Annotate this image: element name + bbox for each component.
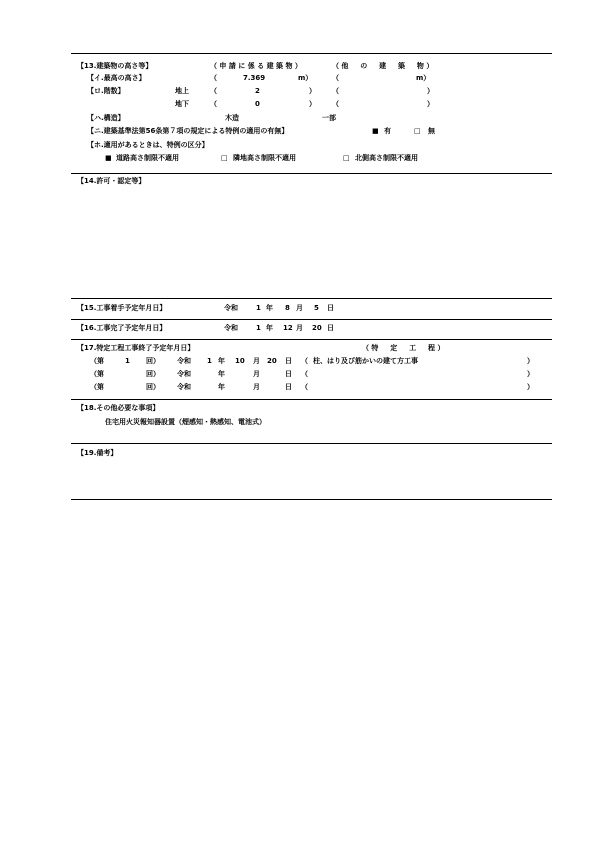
inspection-row-3-process-open: （: [301, 383, 308, 391]
inspection-row-2-process-open: （: [301, 370, 308, 378]
max-height-value: 7.369: [243, 74, 266, 82]
completion-day-unit: 日: [327, 324, 334, 332]
road-height-checkbox[interactable]: ■: [105, 154, 112, 162]
inspection-row-1-close: ）: [527, 357, 534, 365]
inspection-row-3-month-unit: 月: [253, 383, 260, 391]
above-ground-label: 地上: [175, 87, 189, 95]
max-height-label: 【イ.最高の高さ】: [87, 74, 146, 82]
inspection-row-3-era: 令和: [177, 383, 191, 391]
exception-no-label: 無: [428, 127, 435, 135]
inspection-row-2-day-unit: 日: [285, 370, 292, 378]
inspection-row-3-year-unit: 年: [218, 383, 225, 391]
completion-day: 20: [312, 324, 322, 332]
below-ground-open: （: [210, 100, 217, 108]
adjacent-height-label: 隣地高さ制限不適用: [233, 154, 296, 162]
inspection-row-1-year: 1: [207, 357, 212, 365]
inspection-row-1-month-unit: 月: [253, 357, 260, 365]
road-height-label: 道路高さ制限不適用: [116, 154, 179, 162]
inspection-row-1-process: 柱、はり及び筋かいの建て方工事: [313, 357, 418, 365]
exception-yes-label: 有: [384, 127, 391, 135]
bottom-rule: [71, 499, 552, 500]
start-day-unit: 日: [327, 304, 334, 312]
max-height-unit: m）: [298, 74, 313, 82]
inspection-row-2-open: （第: [90, 370, 104, 378]
inspection-row-1-open: （第: [90, 357, 104, 365]
section-14-heading: 【14.許可・認定等】: [77, 177, 146, 185]
completion-year-unit: 年: [266, 324, 273, 332]
other-above-ground-open: （: [332, 87, 339, 95]
completion-year: 1: [256, 324, 261, 332]
inspection-row-1-num: 1: [125, 357, 130, 365]
inspection-row-3-open: （第: [90, 383, 104, 391]
below-ground-close: ）: [309, 100, 316, 108]
section-16-heading: 【16.工事完了予定年月日】: [77, 324, 167, 332]
specified-process-header: （ 特 定 工 程 ）: [362, 344, 445, 352]
inspection-row-3-close: ）: [527, 383, 534, 391]
top-rule: [71, 53, 552, 54]
section-15-heading: 【15.工事着手予定年月日】: [77, 304, 167, 312]
inspection-row-1-process-open: （: [301, 357, 308, 365]
structure-value: 木造: [225, 114, 239, 122]
north-height-label: 北側高さ制限不適用: [355, 154, 418, 162]
inspection-row-1-era: 令和: [177, 357, 191, 365]
section-17-heading: 【17.特定工程工事終了予定年月日】: [77, 344, 195, 352]
inspection-row-3-day-unit: 日: [285, 383, 292, 391]
structure-label: 【ハ.構造】: [87, 114, 125, 122]
exception-yes-checkbox[interactable]: ■: [372, 127, 379, 135]
applied-building-header: （ 申 請 に 係 る 建 築 物 ）: [210, 62, 302, 70]
exception-category-label: 【ホ.適用があるときは、特例の区分】: [87, 141, 209, 149]
inspection-row-1-year-unit: 年: [218, 357, 225, 365]
other-building-header: （ 他 の 建 築 物 ）: [332, 62, 434, 70]
section-19-heading: 【19.備考】: [77, 449, 118, 457]
floors-label: 【ロ.階数】: [87, 87, 125, 95]
start-year-unit: 年: [266, 304, 273, 312]
inspection-row-2-kai: 回）: [146, 370, 160, 378]
inspection-row-3-kai: 回）: [146, 383, 160, 391]
inspection-row-2-month-unit: 月: [253, 370, 260, 378]
start-day: 5: [314, 304, 319, 312]
section-18-rule: [71, 399, 552, 400]
other-above-ground-close: ）: [427, 87, 434, 95]
below-ground-label: 地下: [175, 100, 189, 108]
other-matters-text: 住宅用火災報知器設置（煙感知・熱感知、電池式）: [105, 418, 266, 426]
inspection-row-2-era: 令和: [177, 370, 191, 378]
completion-month-unit: 月: [296, 324, 303, 332]
north-height-checkbox[interactable]: □: [343, 154, 350, 162]
above-ground-close: ）: [309, 87, 316, 95]
inspection-row-1-day-unit: 日: [285, 357, 292, 365]
section-19-rule: [71, 443, 552, 444]
inspection-row-1-month: 10: [235, 357, 245, 365]
above-ground-open: （: [210, 87, 217, 95]
section-17-rule: [71, 339, 552, 340]
other-below-ground-close: ）: [427, 100, 434, 108]
adjacent-height-checkbox[interactable]: □: [221, 154, 228, 162]
structure-partial: 一部: [322, 114, 336, 122]
start-month: 8: [285, 304, 290, 312]
section-13-heading: 【13.建築物の高さ等】: [77, 62, 153, 70]
inspection-row-2-close: ）: [527, 370, 534, 378]
inspection-row-1-day: 20: [267, 357, 277, 365]
start-era: 令和: [224, 304, 238, 312]
below-ground-value: 0: [255, 100, 260, 108]
exception-no-checkbox[interactable]: □: [414, 127, 421, 135]
other-below-ground-open: （: [332, 100, 339, 108]
inspection-row-1-kai: 回）: [146, 357, 160, 365]
max-height-open: （: [210, 74, 217, 82]
other-max-height-unit: m）: [416, 74, 431, 82]
above-ground-value: 2: [255, 87, 260, 95]
other-max-height-open: （: [332, 74, 339, 82]
completion-month: 12: [283, 324, 293, 332]
section-16-rule: [71, 319, 552, 320]
section-14-rule: [71, 173, 552, 174]
completion-era: 令和: [224, 324, 238, 332]
inspection-row-2-year-unit: 年: [218, 370, 225, 378]
exception-applicable-label: 【ニ.建築基準法第56条第７項の規定による特例の適用の有無】: [87, 127, 289, 135]
section-18-heading: 【18.その他必要な事項】: [77, 404, 160, 412]
start-year: 1: [256, 304, 261, 312]
section-15-rule: [71, 298, 552, 299]
start-month-unit: 月: [296, 304, 303, 312]
